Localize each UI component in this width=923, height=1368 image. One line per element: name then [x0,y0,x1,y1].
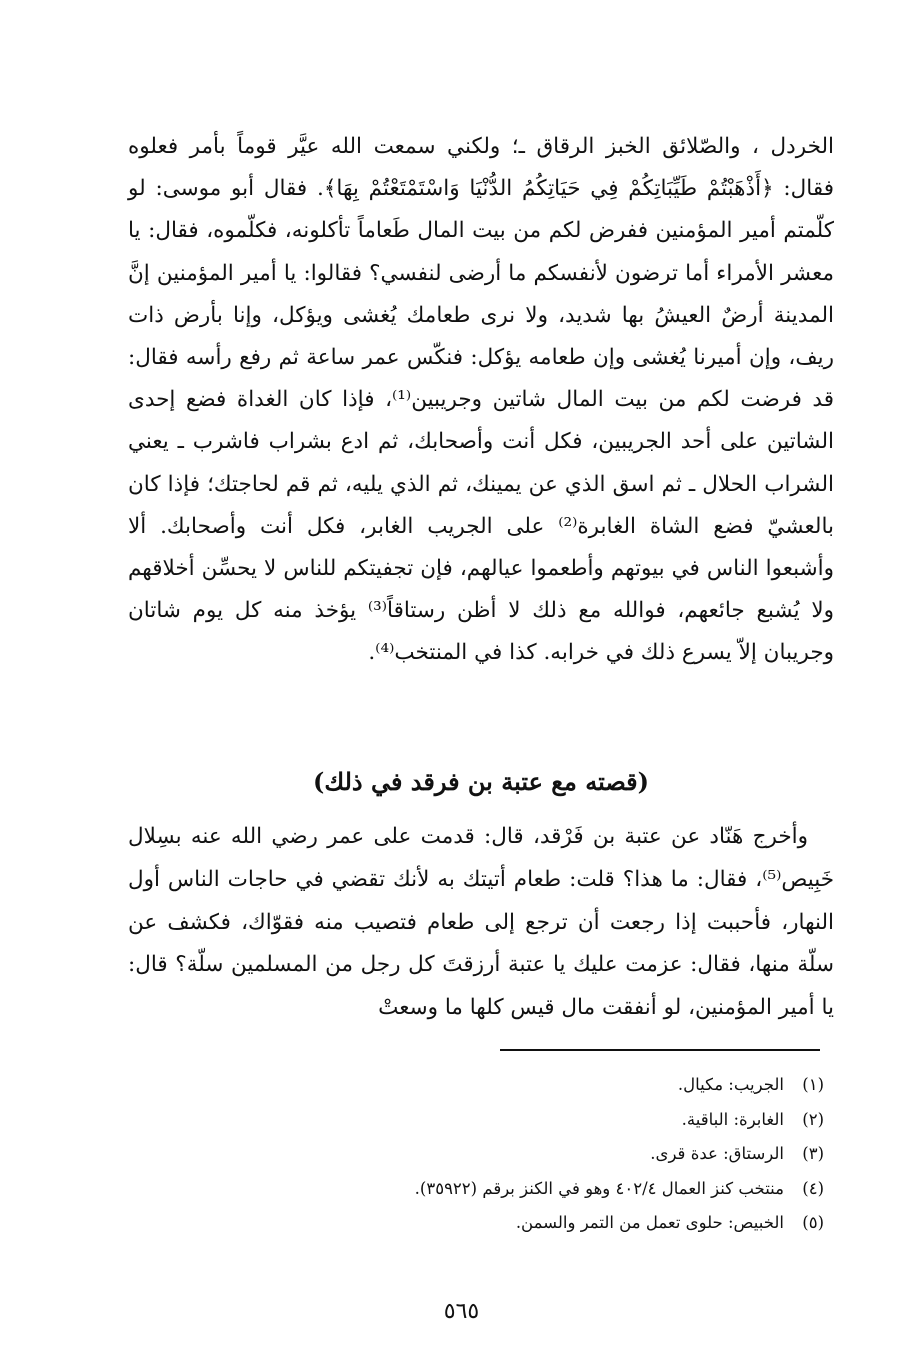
footnote [128,1137,824,1172]
footnote-text: الغابرة: الباقية. [681,1109,784,1129]
page-number: ٥٦٥ [443,1299,480,1324]
footnote-text: الجريب: مكيال. [677,1075,784,1094]
body-text [128,126,834,675]
footnote-separator [500,1049,820,1051]
paragraph: وأخرج هَنّاد عن عتبة بن فَرْقد، قال: قدمت على عمر رضي الله عنه بسِلال خَبِيص⁽⁵⁾، فقال: ما هذا؟ قلت: طعام أتيتك به لأنك تقضي في حاجات الناس أول النهار، فأحببت إذا رجعت أن ترجع إلى طعام فتصيب منه فقوّاك، فكشف عن سلّة منها، فقال: عزمت عليك يا عتبة أرزقتَ كل رجل من المسلمين سلّة؟ قال: يا أمير المؤمنين، لو أنفقت مال قيس كلها ما وسعتْ [128,824,834,1021]
footnote [128,1068,824,1103]
footnote-number: (٥) [802,1213,824,1232]
paragraph: الخردل ، والصّلائق الخبز الرقاق ـ؛ ولكني سمعت الله عيَّر قوماً بأمر فعلوه فقال: ﴿أَذْهَبْتُمْ طَيِّبَاتِكُمْ فِي حَيَاتِكُمُ الدُّنْيَا وَاسْتَمْتَعْتُمْ بِهَا﴾. فقال أبو موسى: لو كلّمتم أمير المؤمنين ففرض لكم من بيت المال طَعاماً تأكلونه، فكلّموه، فقال: يا معشر الأمراء أما ترضون لأنفسكم ما أرضى لنفسي؟ فقالوا: يا أمير المؤمنين إنَّ المدينة أرضٌ العيشُ بها شديد، ولا نرى طعامك يُغشى ويؤكل، وإنا بأرض ذات ريف، وإن أميرنا يُغشى وإن طعامه يؤكل: فنكّس عمر ساعة ثم رفع رأسه فقال: قد فرضت لكم من بيت المال شاتين وجريبين⁽¹⁾، فإذا كان الغداة فضع إحدى الشاتين على أحد الجريبين، فكل أنت وأصحابك، ثم ادع بشراب فاشرب ـ يعني الشراب الحلال ـ ثم اسق الذي عن يمينك، ثم الذي يليه، ثم قم لحاجتك؛ فإذا كان بالعشيّ فضع الشاة الغابرة⁽²⁾ على الجريب الغابر، فكل أنت وأصحابك. ألا وأشبعوا الناس في بيوتهم وأطعموا عيالهم، فإن تجفيتكم للناس لا يحسِّن أخلاقهم ولا يُشبع جائعهم، فوالله مع ذلك لا أظن رستاقاً⁽³⁾ يؤخذ منه كل يوم شاتان وجريبان إلاّ يسرع ذلك في خرابه. كذا في المنتخب⁽⁴⁾. [128,134,834,666]
footnote [128,1103,824,1138]
body-text-continued [128,816,834,1030]
footnote-number: (٢) [802,1109,824,1129]
footnote-text: منتخب كنز العمال ٤٠٢/٤ وهو في الكنز برقم (٣٥٩٢٢). [414,1178,784,1198]
footnote-text: الرستاق: عدة قرى. [650,1144,784,1163]
footnote [128,1172,824,1207]
footnote-text: الخبيص: حلوى تعمل من التمر والسمن. [515,1213,784,1232]
section-heading: (قصته مع عتبة بن فرقد في ذلك) [313,767,649,796]
footnotes-list [128,1068,824,1241]
footnote-number: (٤) [802,1178,824,1198]
footnote-number: (١) [802,1075,824,1094]
footnote-number: (٣) [802,1144,824,1163]
footnote [128,1206,824,1241]
